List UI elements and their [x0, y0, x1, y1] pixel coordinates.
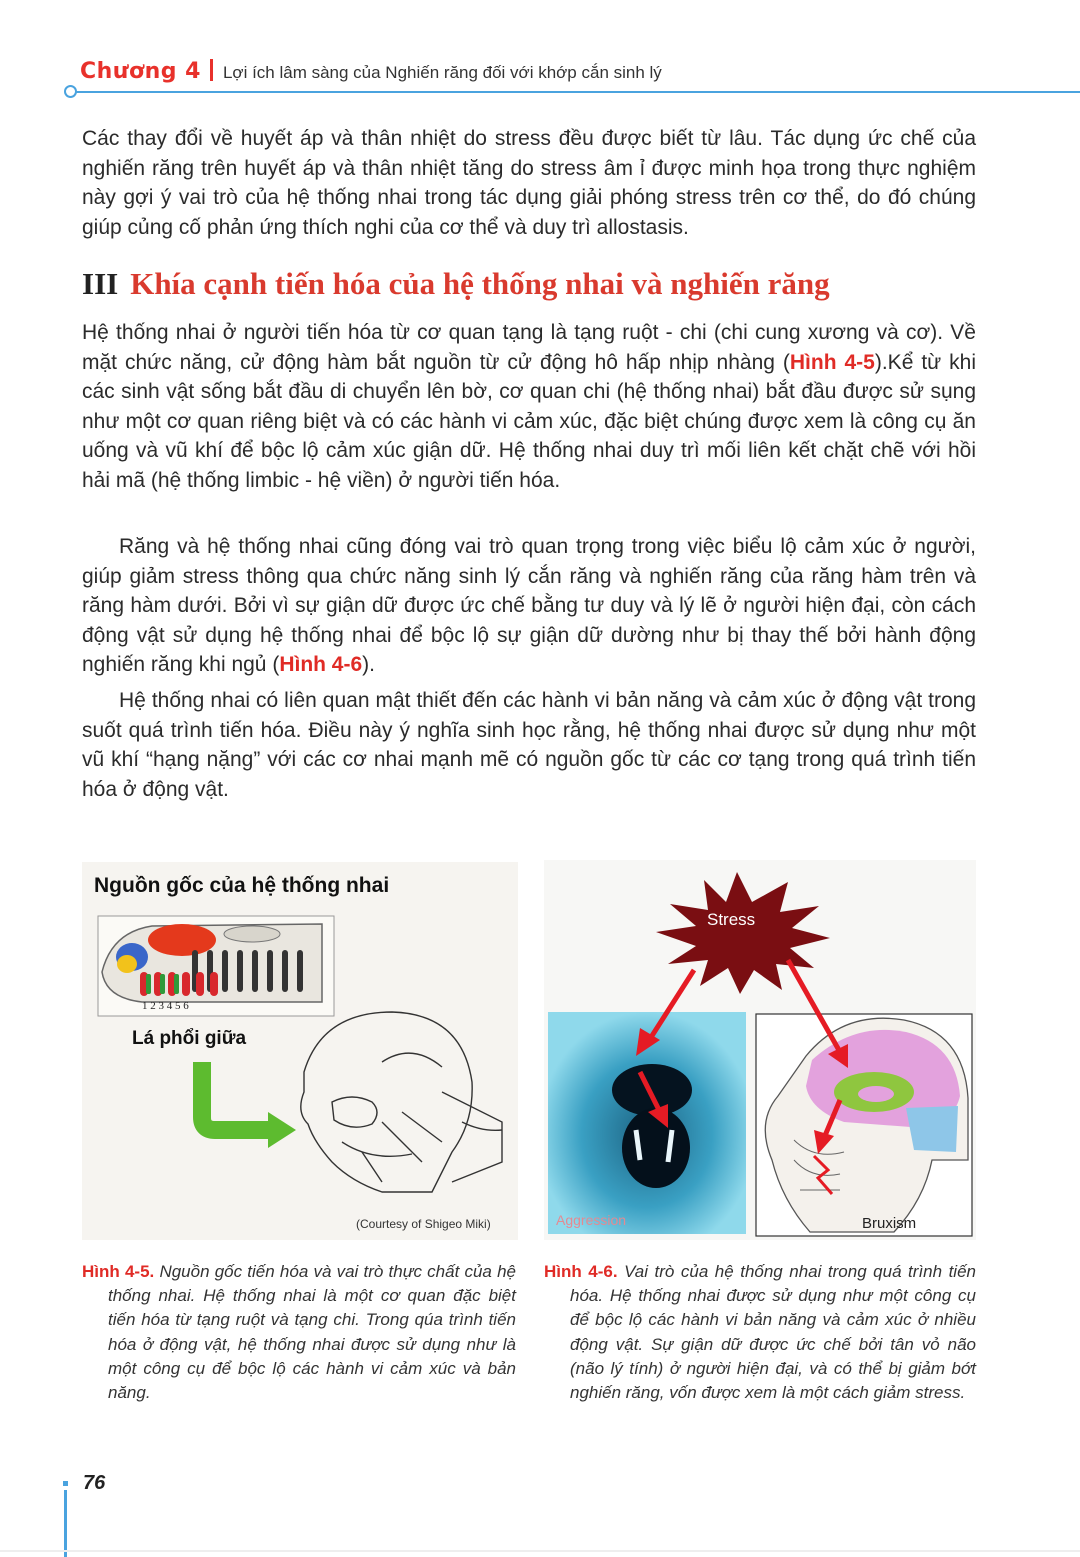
embryo-diagram: [98, 916, 334, 1016]
figure-4-5-arrow-label: Lá phổi giữa: [132, 1028, 247, 1049]
figure-4-6-caption-label: Hình 4-6.: [544, 1262, 618, 1281]
intro-paragraph: Các thay đổi về huyết áp và thân nhiệt do stress đều được biết từ lâu. Tác dụng ức chế của nghiến răng trên huyết áp và thân nhiệt tăng do stress âm ỉ được minh họa trong thực nghiệm này gợi ý vai trò của hệ thống nhai trong tác dụng giải phóng stress trên cơ thể, do đó chúng giúp củng cố phản ứng thích nghi của cơ thể và duy trì allostasis.: [82, 127, 976, 239]
svg-text:1 2 3 4 5 6: 1 2 3 4 5 6: [142, 1000, 189, 1012]
chapter-subtitle: Lợi ích lâm sàng của Nghiến răng đối với khớp cắn sinh lý: [222, 63, 662, 82]
figure-4-5-courtesy: (Courtesy of Shigeo Miki): [356, 1217, 491, 1231]
chapter-label: Chương 4: [80, 59, 201, 84]
page-number-dot: [63, 1481, 68, 1486]
stress-illustration: [544, 860, 976, 1240]
paragraph-2-text: Hệ thống nhai ở người tiến hóa từ cơ quan tạng là tạng ruột - chi (chi cung xương và cơ). Về mặt chức năng, cử động hàm bắt nguồn từ cử động hô hấp nhịp nhàng (: [82, 321, 976, 374]
green-arrow-icon: [268, 1112, 296, 1148]
figure-4-5-caption: [82, 1260, 516, 1405]
paragraph-3-text: Răng và hệ thống nhai cũng đóng vai trò quan trọng trong việc biểu lộ cảm xúc ở người, giúp giảm stress thông qua chức năng sinh lý cắn răng và nghiến răng của răng hàm trên và răng hàm dưới. Bởi vì sự giận dữ được ức chế bằng tư duy và lý lẽ ở người hiện đại, còn cách động vật sử dụng hệ thống nhai để bộc lộ sự giận dữ dường như bị thay thế bởi hành động nghiến răng khi ngủ (: [82, 535, 976, 677]
section-number: III: [82, 266, 119, 301]
page-number: 76: [83, 1472, 106, 1494]
paragraph-3-text-cont: ).: [362, 653, 375, 677]
figure-4-6-caption-text: Vai trò của hệ thống nhai trong quá trình tiến hóa. Hệ thống nhai được sử dụng như một công cụ để bộc lộ các hành vi bản năng và cảm xúc ở nhiều động vật. Sự giận dữ được ức chế bởi tân vỏ não (não lý tính) ở người hiện đại, và có thể bị giảm bớt nghiến răng, vốn được xem là một cách giảm stress.: [570, 1262, 976, 1403]
paragraph-2-text-cont: ).Kể từ khi các sinh vật sống bắt đầu di chuyển lên bờ, cơ quan chi (hệ thống nhai) bắt đầu được sử sụng như một cơ quan riêng biệt và có các hành vi cảm xúc, đặc biệt chúng được xem là công cụ ăn uống và vũ khí để bộc lộ cảm xúc giận dữ. Hệ thống nhai duy trì mối liên kết chặt chẽ với hồi hải mã (hệ thống limbic - hệ viền) ở người tiến hóa.: [82, 350, 977, 492]
bottom-rule: [0, 1550, 1080, 1552]
running-header: [80, 56, 662, 90]
figure-4-5-title: Nguồn gốc của hệ thống nhai: [94, 874, 390, 897]
stress-label: Stress: [707, 910, 756, 929]
figure-4-5: [82, 862, 518, 1240]
paragraph-2: [82, 318, 976, 496]
page-side-rule: [64, 1490, 67, 1557]
human-head-sketch: [301, 1012, 502, 1192]
paragraph-3: [82, 532, 976, 680]
header-rule-dot: [64, 85, 77, 98]
figure-4-5-caption-label: Hình 4-5.: [82, 1262, 155, 1281]
header-divider: [210, 59, 213, 81]
figure-4-5-caption-text: Nguồn gốc tiến hóa và vai trò thực chất của hệ thống nhai. Hệ thống nhai là một cơ quan đặc biệt tiến hóa từ tạng ruột và tạng chi. Trong qúa trình tiến hóa ở động vật, hệ thống nhai được sử dụng như là một công cụ để bộc lộ các hành vi cảm xúc và bản năng.: [108, 1262, 516, 1403]
bruxism-label: Bruxism: [862, 1215, 917, 1232]
evolution-illustration: [82, 862, 518, 1240]
aggression-label: Aggression: [556, 1212, 627, 1228]
figure-ref-4-6[interactable]: Hình 4-6: [279, 653, 363, 677]
header-rule: [72, 91, 1080, 93]
figure-4-6: [544, 860, 976, 1240]
section-heading: [82, 266, 830, 302]
figure-ref-4-5[interactable]: Hình 4-5: [789, 350, 875, 374]
stress-burst-icon: [656, 872, 830, 994]
section-title: Khía cạnh tiến hóa của hệ thống nhai và nghiến răng: [130, 266, 830, 301]
paragraph-4: Hệ thống nhai có liên quan mật thiết đến các hành vi bản năng và cảm xúc ở động vật trong suốt quá trình tiến hóa. Điều này ý nghĩa sinh học rằng, hệ thống nhai được sử dụng như một vũ khí “hạng nặng” với các cơ nhai mạnh mẽ có nguồn gốc từ các cơ tạng trong quá trình tiến hóa ở động vật.: [82, 689, 976, 801]
figure-4-6-caption: [544, 1260, 976, 1405]
